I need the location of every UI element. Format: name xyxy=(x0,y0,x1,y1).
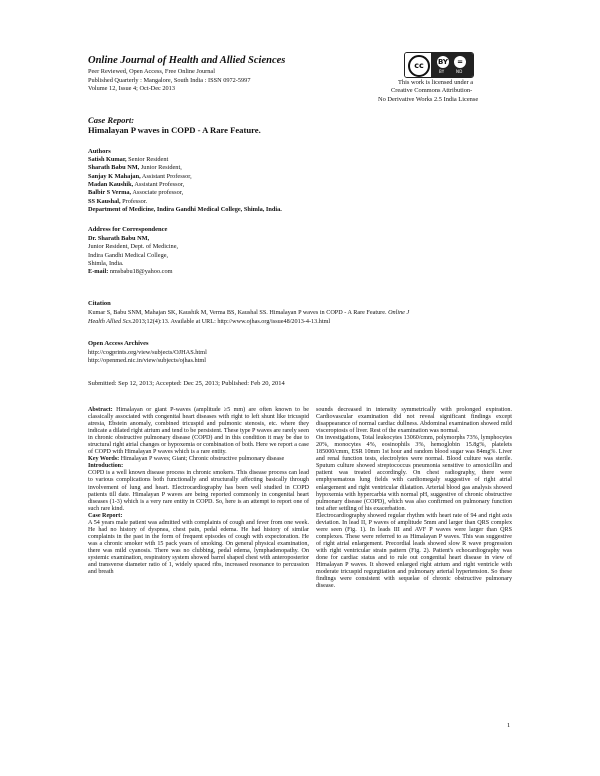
creative-commons-badge-icon[interactable] xyxy=(404,52,474,78)
abstract-label: Abstract: xyxy=(88,407,113,413)
introduction-heading: Introduction: xyxy=(88,463,124,470)
cc-by-tag: BY xyxy=(439,69,445,74)
author-3-name: Sanjay K Mahajan, xyxy=(88,172,141,180)
correspondence-email[interactable] xyxy=(88,268,173,276)
author-6-name: SS Kaushal, xyxy=(88,197,121,205)
citation-text: Kumar S, Babu SNM, Mahajan SK, Kaushik M, Verma BS, Kaushal SS. Himalayan P waves in COPD - A Rare Feature. xyxy=(88,309,389,316)
exam-paragraph: sounds decreased in intensity symmetrically with prolonged expiration. Cardiovascular examination did not reveal significant findings except disappearance of normal cardiac dullness. Abdominal examination showed mild visceroptosis of liver. Rest of the examination was normal. xyxy=(316,407,512,435)
cc-logo-area xyxy=(405,53,431,77)
author-2-role: Junior Resident, xyxy=(139,164,182,172)
author-4 xyxy=(88,181,184,189)
correspondence-heading: Address for Correspondence xyxy=(88,226,168,233)
cc-nd-tag: ND xyxy=(456,69,463,74)
author-5-name: Balbir S Verma, xyxy=(88,189,132,197)
keywords-label: Key Words: xyxy=(88,456,120,463)
journal-title: Online Journal of Health and Allied Sciences xyxy=(88,55,286,66)
license-line-2[interactable]: Creative Commons Attribution- xyxy=(391,87,473,95)
body-column-left xyxy=(88,407,309,576)
author-3 xyxy=(88,173,192,181)
author-6 xyxy=(88,198,147,206)
submission-dates: Submitted: Sep 12, 2013; Accepted: Dec 25, 2013; Published: Feb 20, 2014 xyxy=(88,380,285,387)
body-column-right xyxy=(316,407,512,590)
keywords-text: Himalayan P waves; Giant; Chronic obstructive pulmonary disease xyxy=(119,456,285,463)
author-6-role: Professor. xyxy=(120,197,148,205)
archive-link-2[interactable]: http://openmed.nic.in/view/subjects/ojhas.html xyxy=(88,357,207,365)
correspondence-line-3: Shimla, India. xyxy=(88,259,124,267)
email-address[interactable]: nmsbabu18@yahoo.com xyxy=(108,268,173,276)
page-number: 1 xyxy=(507,722,511,729)
author-1-role: Senior Resident xyxy=(126,156,169,163)
case-report-text: A 54 years male patient was admitted with complaints of cough and fever from one week. He had no history of dyspnea, chest pain, pedal edema. He had history of similar complaints in the past in the form of frequent episodes of cough with expectoration. He was a chronic smoker with 15 pack years of smoking. On general physical examination, there was mild cyanosis. There was no clubbing, pedal edema, lymphadenopathy. On systemic examination, respiratory system showed barrel shaped chest with anteroposterior and transverse diameter ratio of 1, widely spaced ribs, increased resonance to percussion and breath xyxy=(88,519,309,576)
abstract-paragraph xyxy=(88,407,309,456)
keywords-paragraph xyxy=(88,456,309,463)
citation-journal-abbr-1: Online J xyxy=(388,309,410,316)
journal-publication-info: Published Quarterly : Mangalore, South India : ISSN 0972-5997 xyxy=(88,76,251,84)
author-5 xyxy=(88,189,183,197)
investigations-paragraph: On investigations, Total leukocytes 13060/cmm, polymorphs 73%, lymphocytes 20%, monocytes 4%, eosinophils 3%, hemoglobin 15.8g%, platelets 185000/cmm, ESR 10mm 1st hour and random blood sugar was 84mg%. Liver and renal function tests, electrolytes were normal. Blood culture was sterile. Sputum culture showed streptococcus pneumonia sensitive to amoxicillin and patient was treated accordingly. On chest radiography, there were emphysematous lung fields with cardiomegaly suggestive of right atrial enlargement and right ventricular dilatation. Arterial blood gas analysis showed hypoxemia with hypercarbia with normal pH, suggestive of chronic obstructive pulmonary disease (COPD), which was also confirmed on pulmonary function test after settling of his exacerbation. xyxy=(316,435,512,512)
cc-logo-icon: cc xyxy=(408,55,430,77)
journal-volume-issue: Volume 12, Issue 4; Oct-Dec 2013 xyxy=(88,85,175,93)
citation-line-2 xyxy=(88,318,330,326)
article-title: Himalayan P waves in COPD - A Rare Feature. xyxy=(88,125,261,135)
archives-heading: Open Access Archives xyxy=(88,340,149,347)
author-5-role: Associate professor, xyxy=(131,189,184,197)
author-4-role: Assistant Professor, xyxy=(133,180,185,188)
authors-heading: Authors xyxy=(88,148,111,155)
journal-subtitle: Peer Reviewed, Open Access, Free Online Journal xyxy=(88,68,215,75)
archive-link-1[interactable]: http://cogprints.org/view/subjects/OJHAS.html xyxy=(88,349,207,356)
author-3-role: Assistant Professor, xyxy=(140,172,192,180)
cc-nd-icon: = xyxy=(454,56,466,68)
author-1 xyxy=(88,156,168,164)
license-line-1: This work is licensed under a xyxy=(398,79,474,86)
case-report-heading: Case Report: xyxy=(88,512,123,519)
correspondence-line-1: Junior Resident, Dept. of Medicine, xyxy=(88,243,179,251)
correspondence-name: Dr. Sharath Babu NM, xyxy=(88,235,150,242)
citation-journal-abbr-2: Health Allied Scs xyxy=(88,317,131,325)
author-4-name: Madan Kaushik, xyxy=(88,180,134,188)
email-label: E-mail: xyxy=(88,268,109,276)
license-line-3[interactable]: No Derivative Works 2.5 India License xyxy=(378,95,479,103)
author-1-name: Satish Kumar, xyxy=(88,156,127,163)
author-department: Department of Medicine, Indira Gandhi Medical College, Shimla, India. xyxy=(88,205,282,213)
ecg-paragraph: Electrocardiography showed regular rhythm with heart rate of 94 and right axis deviation. In lead II, P waves of amplitude 5mm and larger than QRS complex were seen (Fig. 1). In leads III and AVF P waves were larger than QRS complexes. These were referred to as Himalayan P waves. This was suggestive of right atrial enlargement. Precordial leads showed slow R wave progression with right ventricular strain pattern (Fig. 2). Patient's echocardiography was done for cardiac status and to rule out congenital heart disease in view of Himalayan P waves. It showed enlarged right atrium and right ventricle with moderate tricuspid regurgitation and pulmonary arterial hypertension. So these findings were consistent with sequelae of chronic obstructive pulmonary disease. xyxy=(316,512,512,590)
article-type: Case Report: xyxy=(88,115,135,125)
citation-url-text[interactable]: .2013;12(4):13. Available at URL: http://www.ojhas.org/issue48/2013-4-13.html xyxy=(130,317,331,325)
correspondence-line-2: Indira Gandhi Medical College, xyxy=(88,251,169,259)
author-2 xyxy=(88,164,182,172)
abstract-text: Himalayan or giant P-waves (amplitude ≥5 mm) are often known to be classically associated with congenital heart diseases with right to left shunt like tricuspid atresia, Ebstein anomaly, combined tricuspid and pulmonic stenosis, etc. where they indicate a dilated right atrium and tend to be persistent. These type P waves are rarely seen in chronic obstructive pulmonary disease (COPD) and in this condition it may be due to structural right atrial changes or hypoxemia or combination of both. Here we report a case of COPD with Himalayan P waves which is a rare entity. xyxy=(88,407,309,456)
author-2-name: Sharath Babu NM, xyxy=(88,164,140,172)
introduction-text: COPD is a well known disease process in chronic smokers. This disease process can lead to various complications both functionally and structurally affecting basically through involvement of lung and heart. Electrocardiography has been well studied in COPD patients till date. Himalayan P waves are being reported commonly in congenital heart diseases (1-3) which is a very rare entity in COPD. So, here is an attempt to report one of such rare kind. xyxy=(88,470,309,512)
citation-line-1 xyxy=(88,309,409,317)
citation-heading: Citation xyxy=(88,300,111,307)
cc-conditions-area xyxy=(431,53,473,77)
cc-by-icon: BY xyxy=(437,58,449,66)
